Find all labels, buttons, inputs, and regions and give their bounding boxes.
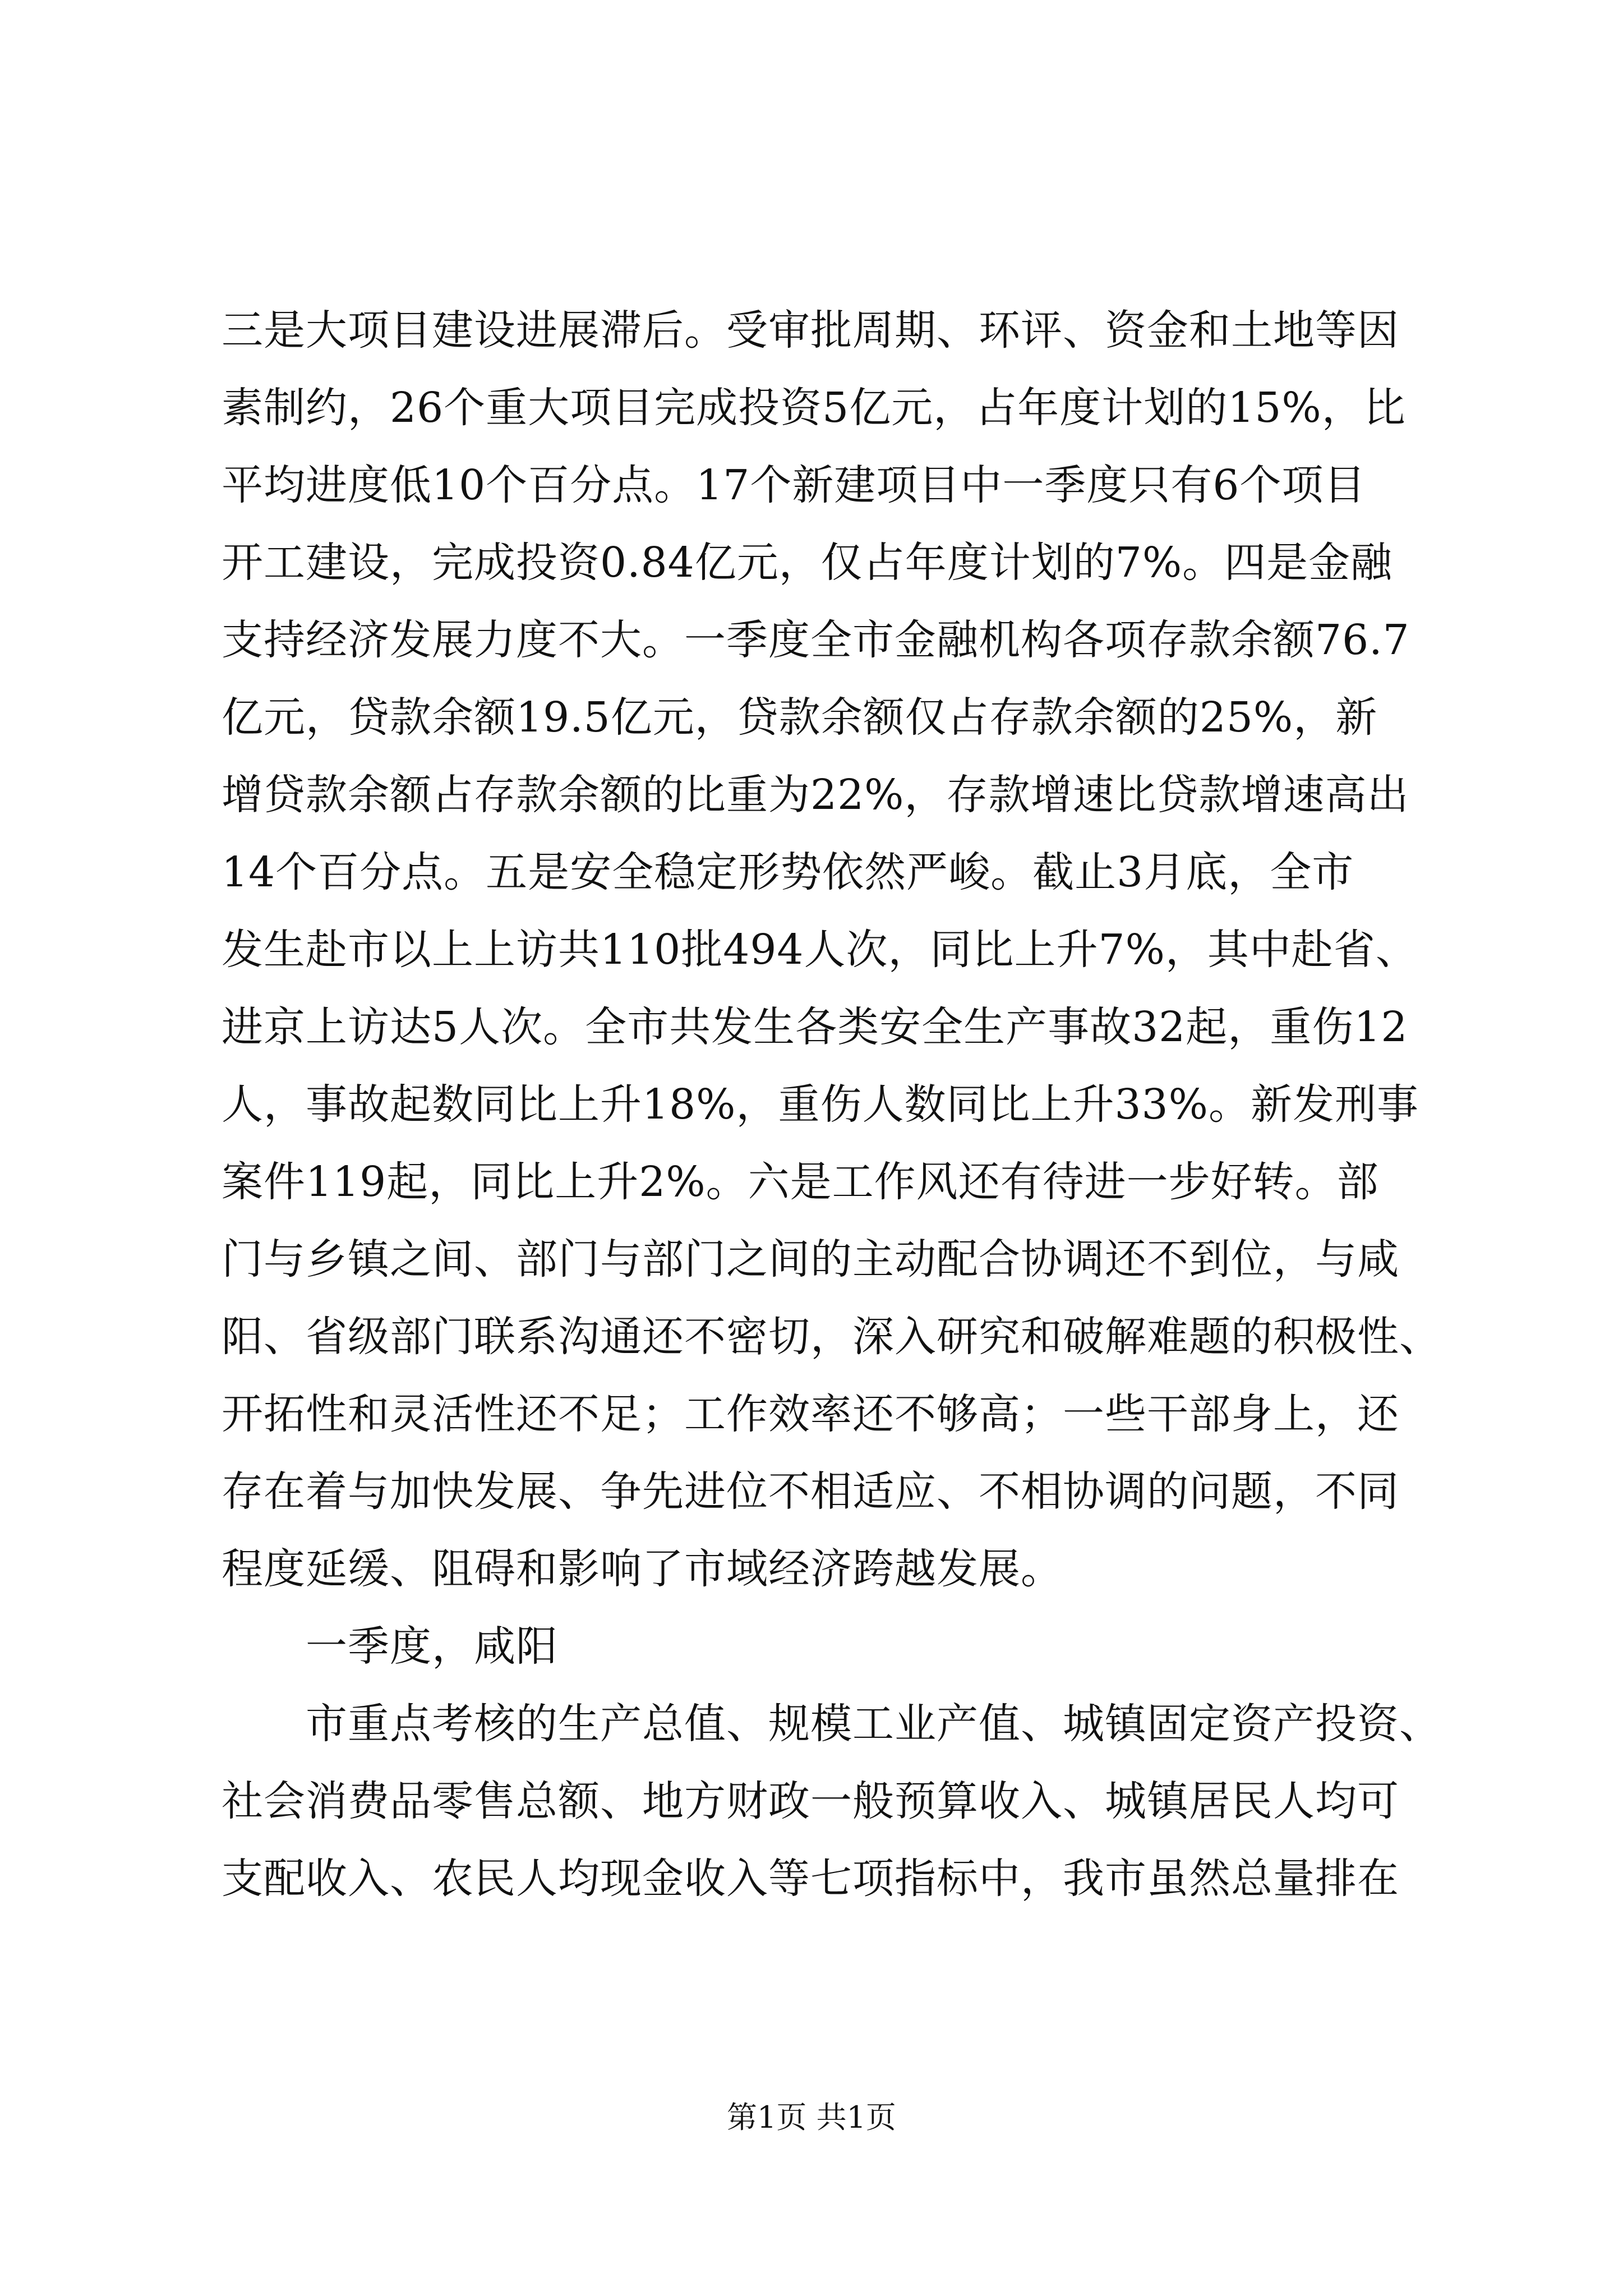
document-body <box>222 292 1441 1917</box>
text-line: 人，事故起数同比上升18%，重伤人数同比上升33%。新发刑事 <box>222 1080 1419 1129</box>
text-line: 门与乡镇之间、部门与部门之间的主动配合协调还不到位，与咸 <box>222 1235 1399 1283</box>
text-line: 开拓性和灵活性还不足；工作效率还不够高；一些干部身上，还 <box>222 1390 1399 1438</box>
text-line: 14个百分点。五是安全稳定形势依然严峻。截止3月底，全市 <box>222 848 1354 896</box>
text-line: 市重点考核的生产总值、规模工业产值、城镇固定资产投资、 <box>306 1700 1441 1748</box>
text-line: 支配收入、农民人均现金收入等七项指标中，我市虽然总量排在 <box>222 1855 1399 1903</box>
text-line: 素制约，26个重大项目完成投资5亿元，占年度计划的15%，比 <box>222 384 1406 432</box>
text-line: 存在着与加快发展、争先进位不相适应、不相协调的问题，不同 <box>222 1467 1399 1516</box>
text-line: 亿元，贷款余额19.5亿元，贷款余额仅占存款余额的25%，新 <box>222 693 1378 742</box>
text-line: 增贷款余额占存款余额的比重为22%，存款增速比贷款增速高出 <box>222 771 1409 819</box>
text-line: 支持经济发展力度不大。一季度全市金融机构各项存款余额76.7 <box>222 616 1410 664</box>
text-line: 案件119起，同比上升2%。六是工作风还有待进一步好转。部 <box>222 1158 1379 1206</box>
text-line: 程度延缓、阻碍和影响了市域经济跨越发展。 <box>222 1545 1063 1593</box>
text-line: 社会消费品零售总额、地方财政一般预算收入、城镇居民人均可 <box>222 1777 1399 1825</box>
text-line: 进京上访达5人次。全市共发生各类安全生产事故32起，重伤12 <box>222 1003 1408 1051</box>
text-line: 一季度，咸阳 <box>306 1622 558 1671</box>
text-line: 开工建设，完成投资0.84亿元，仅占年度计划的7%。四是金融 <box>222 539 1393 587</box>
text-line: 阳、省级部门联系沟通还不密切，深入研究和破解难题的积极性、 <box>222 1313 1441 1361</box>
text-line: 平均进度低10个百分点。17个新建项目中一季度只有6个项目 <box>222 461 1366 509</box>
text-line: 发生赴市以上上访共110批494人次，同比上升7%，其中赴省、 <box>222 926 1418 974</box>
text-line: 三是大项目建设进展滞后。受审批周期、环评、资金和土地等因 <box>222 306 1399 355</box>
page-number-footer: 第1页 共1页 <box>727 2100 896 2135</box>
